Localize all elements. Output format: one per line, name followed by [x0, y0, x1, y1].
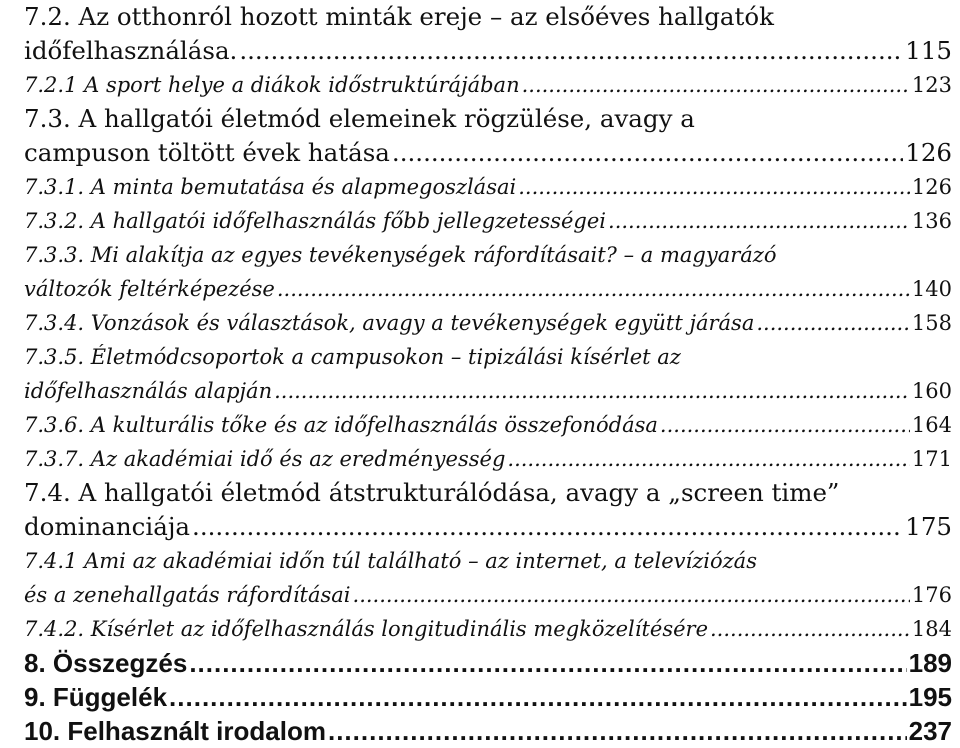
table-of-contents [24, 0, 952, 748]
toc-entry-7-4[interactable] [24, 476, 952, 544]
toc-entry-7-2[interactable] [24, 0, 952, 68]
toc-entry-title: 7.3.7. Az akadémiai idő és az eredményesség [24, 447, 506, 471]
toc-entry-7-4-1[interactable] [24, 544, 952, 612]
toc-entry-7-2-1[interactable] [24, 68, 952, 102]
dot-leader [239, 34, 903, 68]
toc-entry-title: 7.3.5. Életmódcsoportok a campusokon – tipizálási kísérlet az [24, 345, 681, 369]
toc-entry-9[interactable] [24, 680, 952, 714]
toc-entry-title-cont: változók feltérképezése [24, 277, 275, 301]
toc-entry-10[interactable] [24, 714, 952, 748]
toc-page-number: 158 [911, 311, 952, 335]
dot-leader [169, 680, 907, 714]
toc-entry-title: 7.3.3. Mi alakítja az egyes tevékenységek ráfordításait? – a magyarázó [24, 243, 777, 267]
dot-leader [353, 578, 910, 612]
dot-leader [608, 204, 910, 238]
dot-leader [518, 170, 910, 204]
toc-entry-7-3-6[interactable] [24, 408, 952, 442]
dot-leader [522, 68, 910, 102]
toc-entry-7-3-2[interactable] [24, 204, 952, 238]
toc-page-number: 126 [905, 138, 952, 167]
toc-page-number: 160 [911, 379, 952, 403]
toc-entry-title: 7.4.2. Kísérlet az időfelhasználás longitudinális megközelítésére [24, 617, 708, 641]
toc-page-number: 184 [911, 617, 952, 641]
toc-page-number: 175 [905, 512, 952, 541]
dot-leader [710, 612, 910, 646]
toc-page-number: 195 [908, 682, 952, 712]
toc-page-number: 189 [908, 648, 952, 678]
toc-entry-7-3-3[interactable] [24, 238, 952, 306]
toc-page-number: 171 [911, 447, 952, 471]
toc-entry-title: 7.2.1 A sport helye a diákok időstruktúrájában [24, 73, 520, 97]
toc-entry-title-cont: időfelhasználás alapján [24, 379, 273, 403]
toc-page-number: 126 [911, 175, 952, 199]
toc-entry-title: 7.3.4. Vonzások és választások, avagy a tevékenységek együtt járása [24, 311, 755, 335]
toc-entry-title: 7.3.2. A hallgatói időfelhasználás főbb jellegzetességei [24, 209, 607, 233]
toc-page-number: 237 [908, 716, 952, 746]
toc-entry-8[interactable] [24, 646, 952, 680]
dot-leader [392, 136, 903, 170]
toc-entry-title-cont: és a zenehallgatás ráfordításai [24, 583, 351, 607]
dot-leader [756, 306, 910, 340]
dot-leader [507, 442, 910, 476]
toc-entry-title: 7.3.6. A kulturális tőke és az időfelhasználás összefonódása [24, 413, 658, 437]
dot-leader [192, 510, 903, 544]
toc-entry-title: 9. Függelék [24, 682, 168, 712]
toc-entry-7-3-7[interactable] [24, 442, 952, 476]
toc-page-number: 136 [911, 209, 952, 233]
dot-leader [274, 374, 910, 408]
toc-entry-title: 10. Felhasznált irodalom [24, 716, 326, 746]
dot-leader [660, 408, 910, 442]
toc-page-number: 115 [905, 36, 952, 65]
dot-leader [277, 272, 910, 306]
dot-leader [328, 714, 907, 748]
toc-entry-7-3-1[interactable] [24, 170, 952, 204]
toc-page-number: 164 [911, 413, 952, 437]
toc-entry-title: 7.2. Az otthonról hozott minták ereje – az elsőéves hallgatók [24, 2, 774, 31]
toc-entry-title: 7.4. A hallgatói életmód átstrukturálódása, avagy a „screen time” [24, 478, 840, 507]
dot-leader [189, 646, 906, 680]
toc-page-number: 140 [911, 277, 952, 301]
toc-entry-7-3-5[interactable] [24, 340, 952, 408]
toc-entry-title: 7.4.1 Ami az akadémiai időn túl található – az internet, a televíziózás [24, 549, 757, 573]
toc-entry-title-cont: időfelhasználása. [24, 36, 238, 65]
toc-page-number: 123 [911, 73, 952, 97]
toc-entry-title: 8. Összegzés [24, 648, 188, 678]
toc-entry-title-cont: dominanciája [24, 512, 191, 541]
toc-entry-title-cont: campuson töltött évek hatása [24, 138, 390, 167]
toc-entry-title: 7.3. A hallgatói életmód elemeinek rögzülése, avagy a [24, 104, 695, 133]
toc-entry-7-3[interactable] [24, 102, 952, 170]
toc-entry-title: 7.3.1. A minta bemutatása és alapmegoszlásai [24, 175, 517, 199]
toc-page-number: 176 [911, 583, 952, 607]
toc-entry-7-4-2[interactable] [24, 612, 952, 646]
toc-entry-7-3-4[interactable] [24, 306, 952, 340]
